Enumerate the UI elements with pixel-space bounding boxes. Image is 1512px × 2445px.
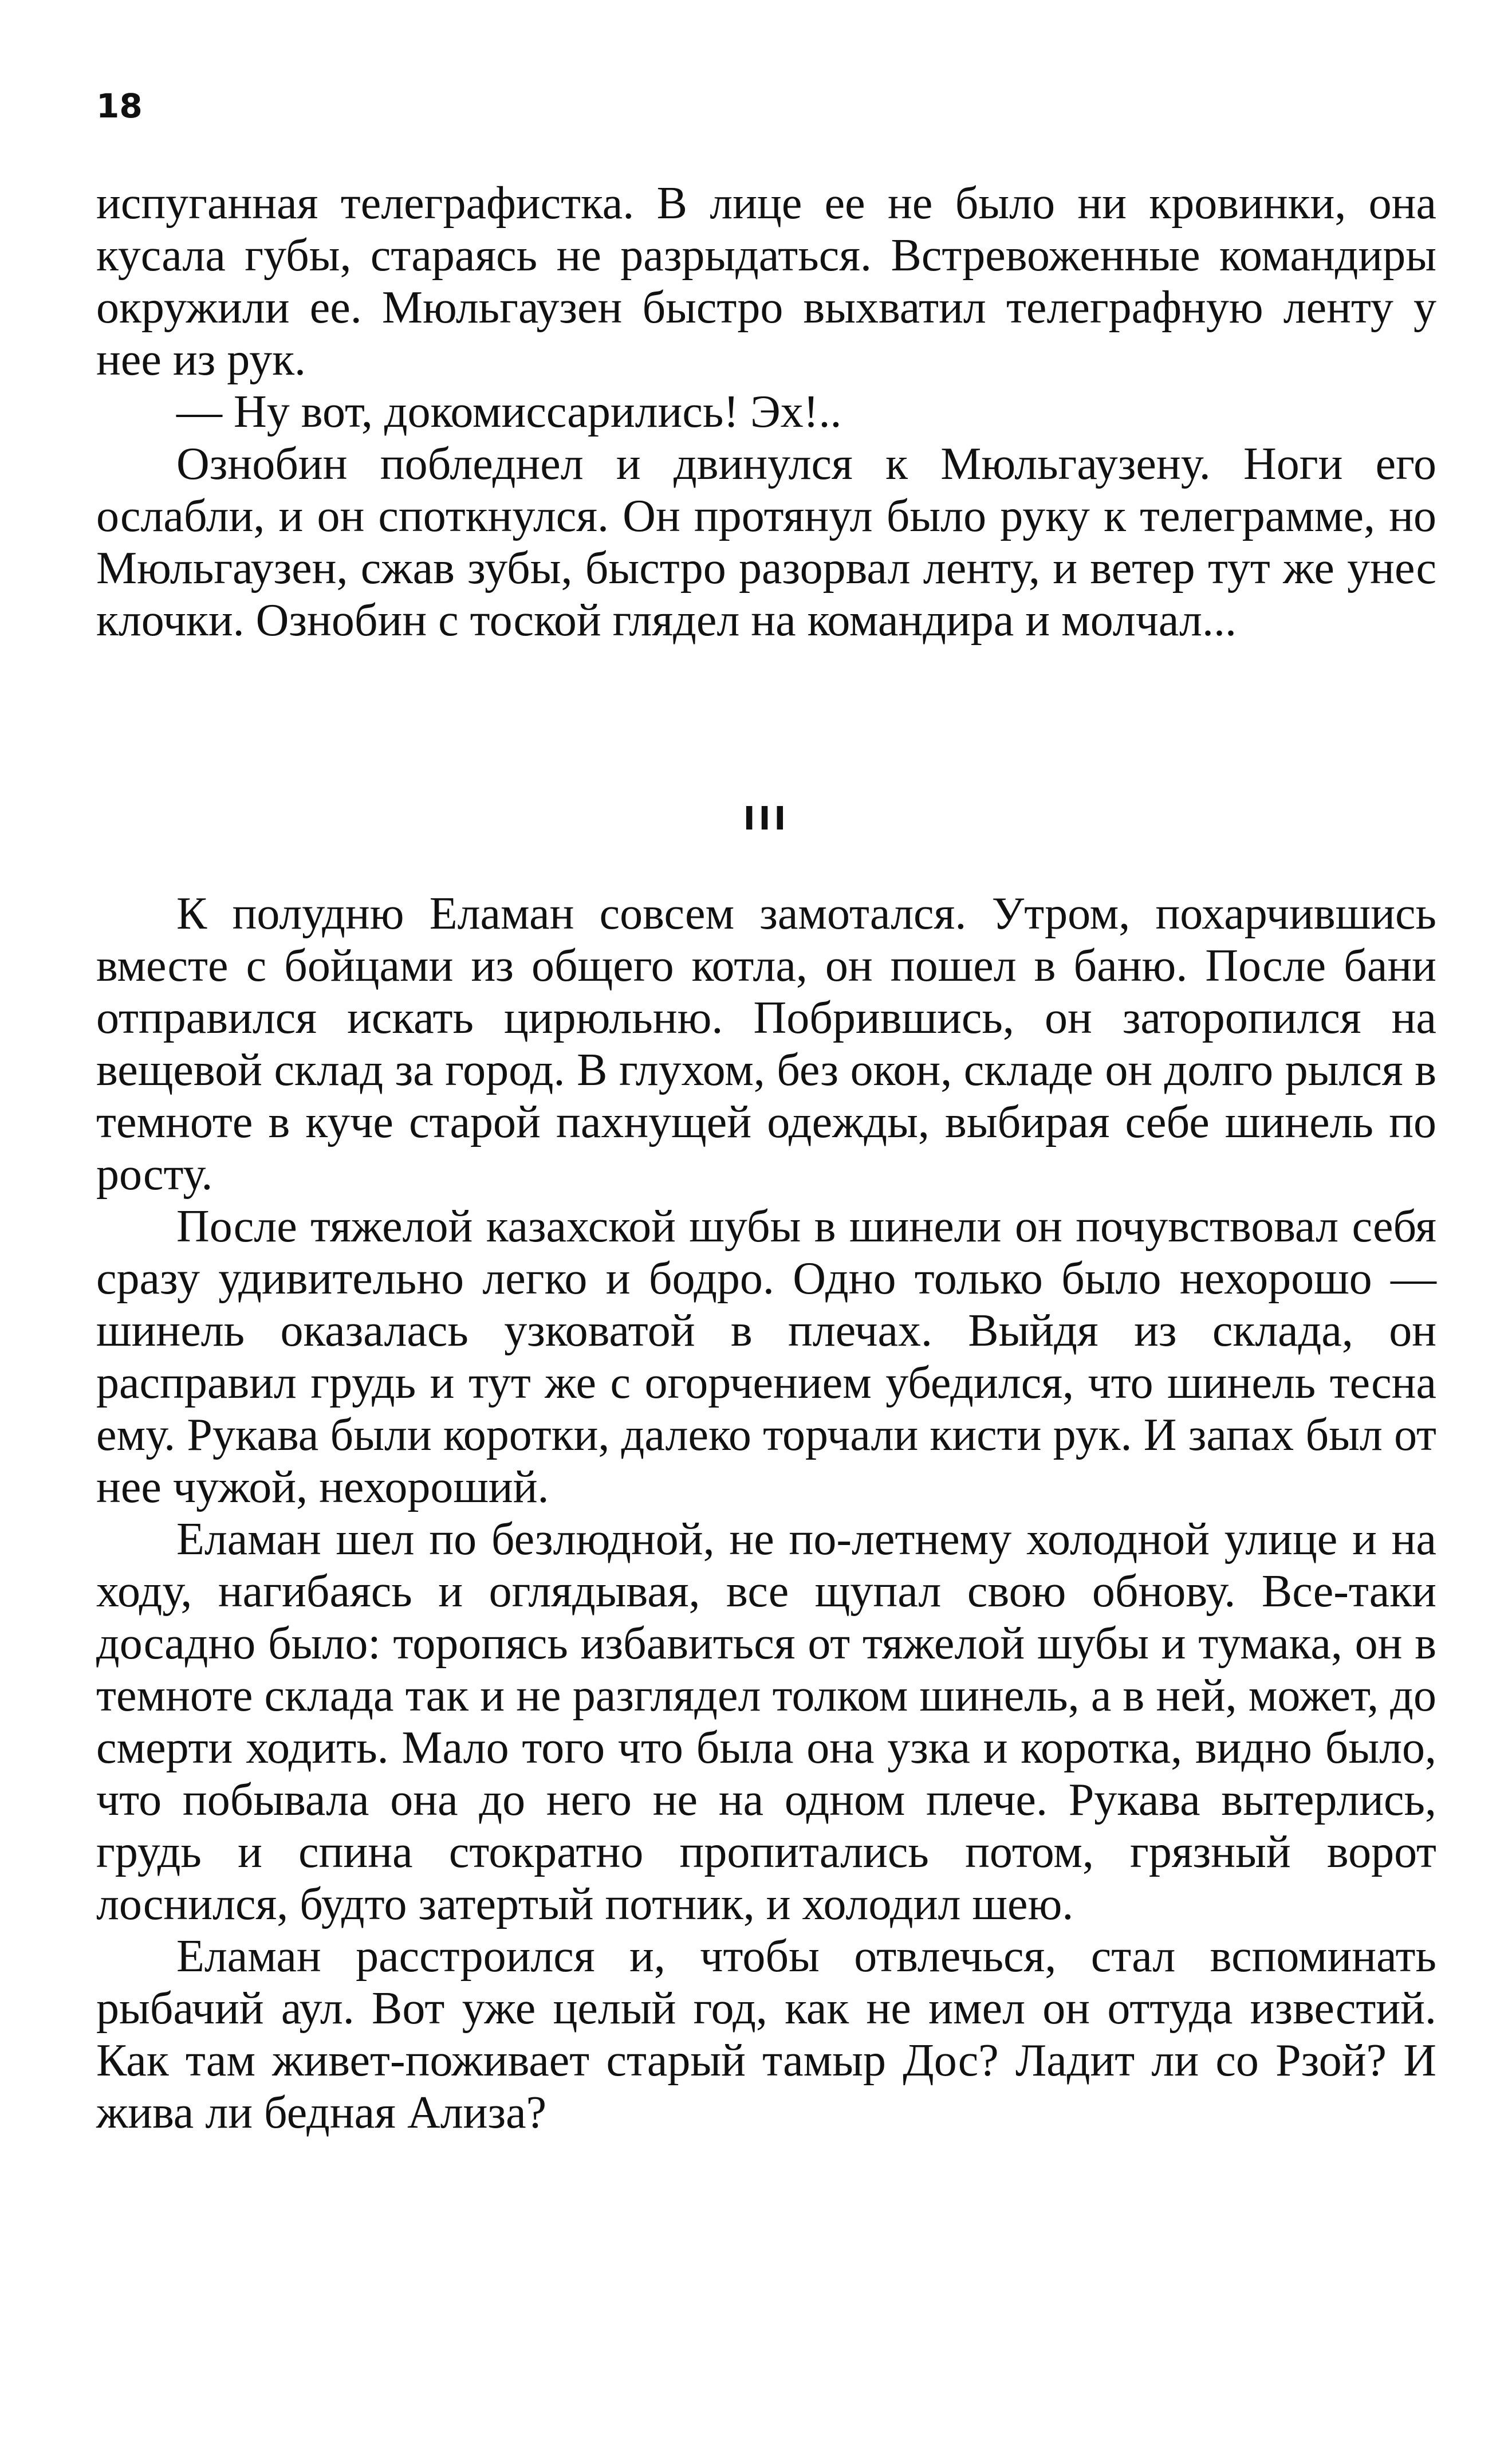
- paragraph: — Ну вот, докомиссарились! Эх!..: [176, 387, 842, 437]
- paragraph: После тяжелой казахской шубы в шинели он почувствовал себя сразу удивительно легко и бодро. Одно только было нехорошо — шинель оказалась узковатой в плечах. Выйдя из склада, он расправил грудь и тут же с огорчением убедился, что шинель тесна ему. Рукава были коротки, далеко торчали кисти рук. И запах был от нее чужой, нехороший.: [96, 1201, 1436, 1512]
- section-numeral: III: [743, 800, 790, 838]
- paragraph: К полудню Еламан совсем замотался. Утром, похарчившись вместе с бойцами из общего котла, он пошел в баню. После бани отправился искать цирюльню. Побрившись, он заторопился на вещевой склад за город. В глухом, без окон, складе он долго рылся в темноте в куче старой пахнущей одежды, выбирая себе шинель по росту.: [96, 889, 1436, 1200]
- paragraph: испуганная телеграфистка. В лице ее не было ни кровинки, она кусала губы, стараясь не разрыдаться. Встревоженные командиры окружили ее. Мюльгаузен быстро выхватил телеграфную ленту у нее из рук.: [96, 178, 1436, 385]
- continued-text: [96, 178, 1436, 647]
- paragraph: Ознобин побледнел и двинулся к Мюльгаузену. Ноги его ослабли, и он споткнулся. Он протянул было руку к телеграмме, но Мюльгаузен, сжав зубы, быстро разорвал ленту, и ветер тут же унес клочки. Ознобин с тоской глядел на командира и молчал...: [96, 439, 1436, 646]
- paragraph: Еламан шел по безлюдной, не по-летнему холодной улице и на ходу, нагибаясь и оглядывая, все щупал свою обнову. Все-таки досадно было: торопясь избавиться от тяжелой шубы и тумака, он в темноте склада так и не разглядел толком шинель, а в ней, может, до смерти ходить. Мало того что была она узка и коротка, видно было, что побывала она до него не на одном плече. Рукава вытерлись, грудь и спина стократно пропитались потом, грязный ворот лоснился, будто затертый потник, и холодил шею.: [96, 1514, 1436, 1929]
- section-text: [96, 888, 1436, 2139]
- page-number: 18: [96, 87, 143, 125]
- paragraph: Еламан расстроился и, чтобы отвлечься, стал вспоминать рыбачий аул. Вот уже целый год, как не имел он оттуда известий. Как там живет-поживает старый тамыр Дос? Ладит ли со Рзой? И жива ли бедная Ализа?: [96, 1931, 1436, 2138]
